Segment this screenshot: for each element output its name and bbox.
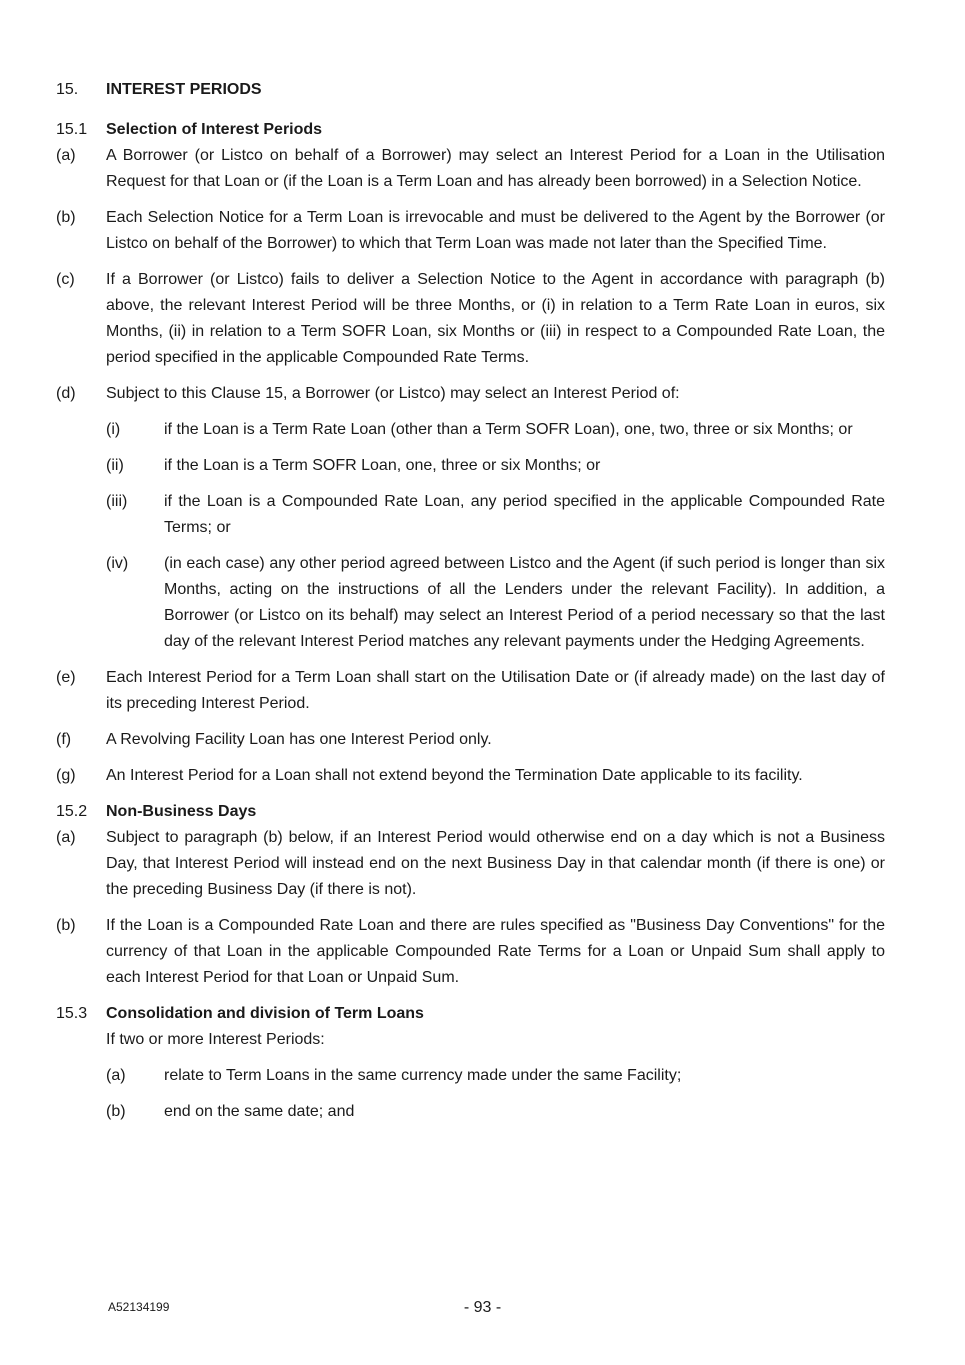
sub-paragraph-text: if the Loan is a Term Rate Loan (other than a Term SOFR Loan), one, two, three or six Months; or bbox=[164, 421, 853, 438]
sub-paragraph bbox=[106, 453, 885, 479]
paragraph-text: Subject to this Clause 15, a Borrower (or Listco) may select an Interest Period of: bbox=[106, 385, 680, 402]
sub-paragraph-label: (i) bbox=[106, 421, 121, 438]
sub-paragraph-label: (b) bbox=[106, 1103, 126, 1120]
paragraph-label: (e) bbox=[56, 669, 76, 686]
paragraph bbox=[56, 267, 885, 371]
paragraph-text: A Revolving Facility Loan has one Interest Period only. bbox=[106, 731, 492, 748]
paragraph-text: Subject to paragraph (b) below, if an Interest Period would otherwise end on a day which is not a Business Day, that Interest Period will instead end on the next Business Day in that calendar month (if there is one) or the preceding Business Day (if there is not). bbox=[106, 829, 885, 898]
sub-paragraph-text: relate to Term Loans in the same currency made under the same Facility; bbox=[164, 1067, 682, 1084]
paragraph-text: Each Selection Notice for a Term Loan is irrevocable and must be delivered to the Agent by the Borrower (or Listco on behalf of the Borrower) to which that Term Loan was made not later than the Specified Time. bbox=[106, 209, 885, 252]
paragraph-text: An Interest Period for a Loan shall not extend beyond the Termination Date applicable to its facility. bbox=[106, 767, 803, 784]
paragraph bbox=[56, 763, 885, 789]
paragraph-text: If the Loan is a Compounded Rate Loan and there are rules specified as "Business Day Conventions" for the currency of that Loan in the applicable Compounded Rate Terms for a Loan or Unpaid Sum shall apply to each Interest Period for that Loan or Unpaid Sum. bbox=[106, 917, 885, 986]
document-reference: A52134199 bbox=[108, 1300, 170, 1314]
paragraph-label: (g) bbox=[56, 767, 76, 784]
paragraph-text: A Borrower (or Listco on behalf of a Borrower) may select an Interest Period for a Loan in the Utilisation Request for that Loan or (if the Loan is a Term Loan and has already been borrowed) in a Selection Notice. bbox=[106, 147, 885, 190]
paragraph-text: Each Interest Period for a Term Loan shall start on the Utilisation Date or (if already made) on the last day of its preceding Interest Period. bbox=[106, 669, 885, 712]
section-heading bbox=[56, 77, 885, 103]
sub-paragraph bbox=[106, 551, 885, 655]
paragraph-text: If a Borrower (or Listco) fails to deliver a Selection Notice to the Agent in accordance with paragraph (b) above, the relevant Interest Period will be three Months, or (i) in relation to a Term Rate Loan in euros, six Months, (ii) in relation to a Term SOFR Loan, six Months or (iii) in respect to a Compounded Rate Loan, the period specified in the applicable Compounded Rate Terms. bbox=[106, 271, 885, 366]
sub-paragraph-text: if the Loan is a Compounded Rate Loan, any period specified in the applicable Compounded Rate Terms; or bbox=[164, 493, 885, 536]
paragraph bbox=[56, 205, 885, 257]
paragraph-label: (d) bbox=[56, 385, 76, 402]
sub-paragraph bbox=[106, 417, 885, 443]
sub-paragraph bbox=[106, 1099, 885, 1125]
clause-number: 15.3 bbox=[56, 1005, 88, 1022]
sub-paragraph-text: end on the same date; and bbox=[164, 1103, 355, 1120]
sub-paragraph-label: (iv) bbox=[106, 555, 129, 572]
paragraph bbox=[56, 913, 885, 991]
clause-number: 15.1 bbox=[56, 121, 88, 138]
clause-title: Selection of Interest Periods bbox=[106, 121, 323, 138]
paragraph bbox=[56, 381, 885, 407]
sub-paragraph-label: (ii) bbox=[106, 457, 124, 474]
section-title: INTEREST PERIODS bbox=[106, 81, 262, 98]
section-number: 15. bbox=[56, 81, 79, 98]
paragraph bbox=[56, 665, 885, 717]
page-content bbox=[56, 77, 885, 1135]
clause-intro: If two or more Interest Periods: bbox=[106, 1031, 325, 1048]
clause-heading bbox=[56, 1001, 885, 1027]
sub-paragraph-label: (iii) bbox=[106, 493, 128, 510]
clause-number: 15.2 bbox=[56, 803, 88, 820]
page-number: - 93 - bbox=[463, 1299, 502, 1316]
paragraph bbox=[56, 825, 885, 903]
sub-paragraph-text: if the Loan is a Term SOFR Loan, one, three or six Months; or bbox=[164, 457, 601, 474]
sub-paragraph bbox=[106, 489, 885, 541]
paragraph-label: (f) bbox=[56, 731, 72, 748]
paragraph-label: (c) bbox=[56, 271, 75, 288]
paragraph bbox=[56, 727, 885, 753]
paragraph-label: (b) bbox=[56, 917, 76, 934]
sub-paragraph-label: (a) bbox=[106, 1067, 126, 1084]
paragraph-label: (b) bbox=[56, 209, 76, 226]
sub-paragraph-text: (in each case) any other period agreed between Listco and the Agent (if such period is longer than six Months, acting on the instructions of all the Lenders under the relevant Facility). In addition, a Borrower (or Listco on its behalf) may select an Interest Period of a period necessary so that the last day of the relevant Interest Period matches any relevant payments under the Hedging Agreements. bbox=[164, 555, 885, 650]
clause-heading bbox=[56, 117, 885, 143]
clause-title: Consolidation and division of Term Loans bbox=[106, 1005, 424, 1022]
sub-paragraph bbox=[106, 1063, 885, 1089]
clause-title: Non-Business Days bbox=[106, 803, 257, 820]
paragraph-label: (a) bbox=[56, 829, 76, 846]
clause-heading bbox=[56, 799, 885, 825]
paragraph-label: (a) bbox=[56, 147, 76, 164]
paragraph bbox=[56, 143, 885, 195]
